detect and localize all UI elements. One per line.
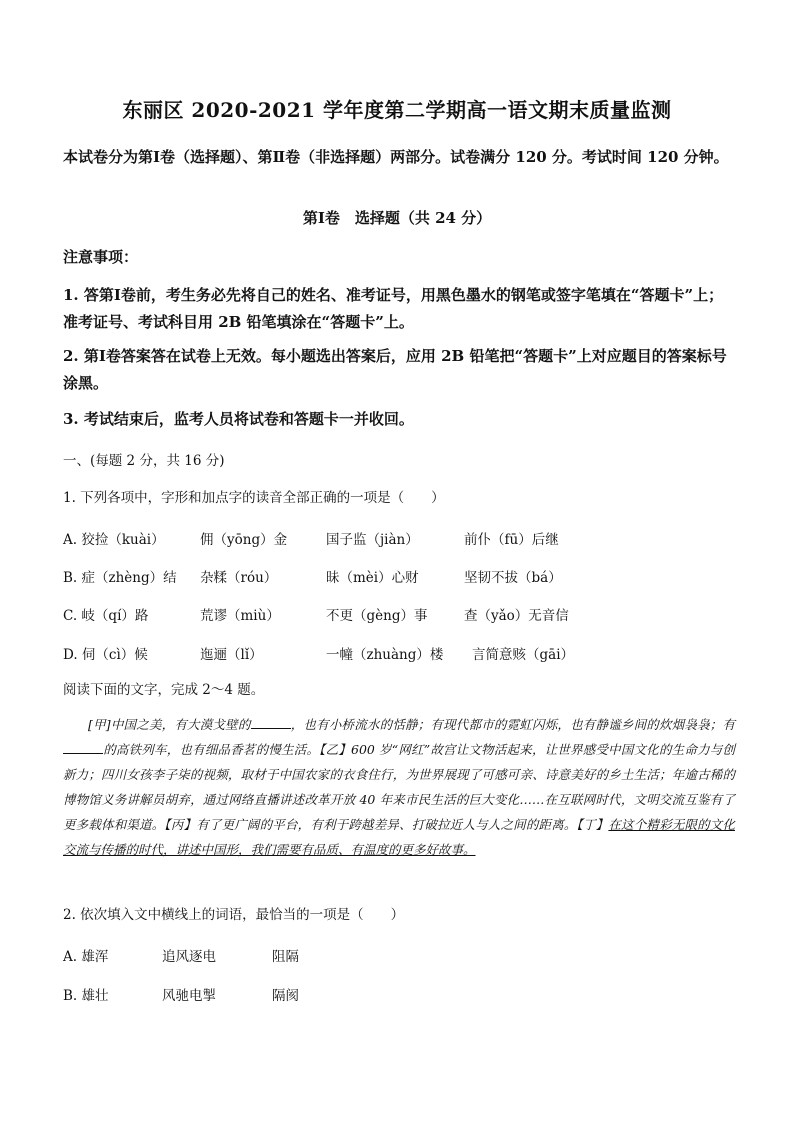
q1-option-b-3: 昧（mèi）心财 (326, 570, 419, 586)
q2-option-b-2: 风驰电掣 (162, 988, 216, 1004)
q1-option-a-2: 佣（yōng）金 (200, 532, 288, 548)
passage-underlined-sentence: 在这个精彩无限的文化交流与传播的时代，讲述中国形，我们需要有品质、有温度的更多好故事。 (63, 817, 735, 857)
q1-option-a-3: 国子监（jiàn） (326, 532, 419, 548)
passage-blank-1 (251, 714, 291, 729)
passage-part-2: ，也有小桥流水的恬静；有现代都市的霓虹闪烁，也有静谧乡间的炊烟袅袅；有 (290, 717, 735, 732)
q2-option-a-2: 追风逐电 (162, 949, 216, 965)
q1-option-c-3: 不更（gèng）事 (326, 608, 428, 624)
q2-option-a-3: 阻隔 (272, 949, 299, 965)
note-1: 1. 答第Ⅰ卷前，考生务必先将自己的姓名、准考证号，用黑色墨水的钢笔或签字笔填在“答题卡”上；准考证号、考试科目用 2B 铅笔填涂在“答题卡”上。 (63, 286, 724, 331)
reading-instruction: 阅读下面的文字，完成 2～4 题。 (63, 682, 265, 698)
exam-intro: 本试卷分为第Ⅰ卷（选择题）、第Ⅱ卷（非选择题）两部分。试卷满分 120 分。考试时间 120 分钟。 (63, 148, 729, 166)
reading-passage (63, 712, 735, 862)
q1-option-d-3: 一幢（zhuàng）楼 (326, 647, 444, 663)
q1-option-b-2: 杂糅（róu） (200, 570, 278, 586)
part-heading: 一、(每题 2 分，共 16 分) (63, 453, 225, 469)
q1-option-c-4: 查（yǎo）无音信 (464, 608, 569, 624)
q2-option-b-3: 隔阂 (272, 988, 299, 1004)
section-heading: 第Ⅰ卷 选择题（共 24 分） (302, 209, 492, 227)
q1-option-c-2: 荒谬（miù） (200, 608, 280, 624)
q1-option-d-4: 言简意赅（gāi） (472, 647, 575, 663)
q1-option-b-1: B. 症（zhèng）结 (63, 570, 177, 586)
question-2-stem: 2. 依次填入文中横线上的词语，最恰当的一项是（ ） (63, 907, 405, 923)
q2-option-a-1: A. 雄浑 (63, 949, 109, 965)
q1-option-c-1: C. 岐（qí）路 (63, 608, 149, 624)
note-3: 3. 考试结束后，监考人员将试卷和答题卡一并收回。 (63, 410, 414, 428)
notes-heading: 注意事项： (63, 248, 139, 266)
passage-part-1: [甲]中国之美，有大漠戈壁的 (88, 717, 251, 732)
passage-blank-2 (63, 739, 103, 754)
q1-option-d-1: D. 伺（cì）候 (63, 647, 148, 663)
passage-part-3: 的高铁列车，也有细品香茗的慢生活。【乙】600 岁“网红”故宫让文物活起来，让世界感受中国文化的生命力与创新力；四川女孩李子柒的视频，取材于中国农家的衣食住行，为世界展现了可感可亲、诗意美好的乡土生活；年逾古稀的博物馆义务讲解员胡弃，通过网络直播讲述改革开放 40 年来市民生活的巨大变化……在互联网时代，文明交流互鉴有了更多载体和渠道。【丙】有了更广阔的平台，有利于跨越差异、打破拉近人与人之间的距离。【丁】 (63, 742, 735, 832)
question-1-stem: 1. 下列各项中，字形和加点字的读音全部正确的一项是（ ） (63, 490, 445, 506)
q1-option-a-1: A. 狡捡（kuài） (63, 532, 165, 548)
note-2: 2. 第Ⅰ卷答案答在试卷上无效。每小题选出答案后，应用 2B 铅笔把“答题卡”上对应题目的答案标号涂黑。 (63, 347, 727, 392)
exam-title: 东丽区 2020-2021 学年度第二学期高一语文期末质量监测 (122, 98, 672, 122)
q2-option-b-1: B. 雄壮 (63, 988, 109, 1004)
q1-option-d-2: 迤逦（lǐ） (200, 647, 263, 663)
q1-option-a-4: 前仆（fū）后继 (464, 532, 559, 548)
q1-option-b-4: 坚韧不拔（bá） (464, 570, 562, 586)
